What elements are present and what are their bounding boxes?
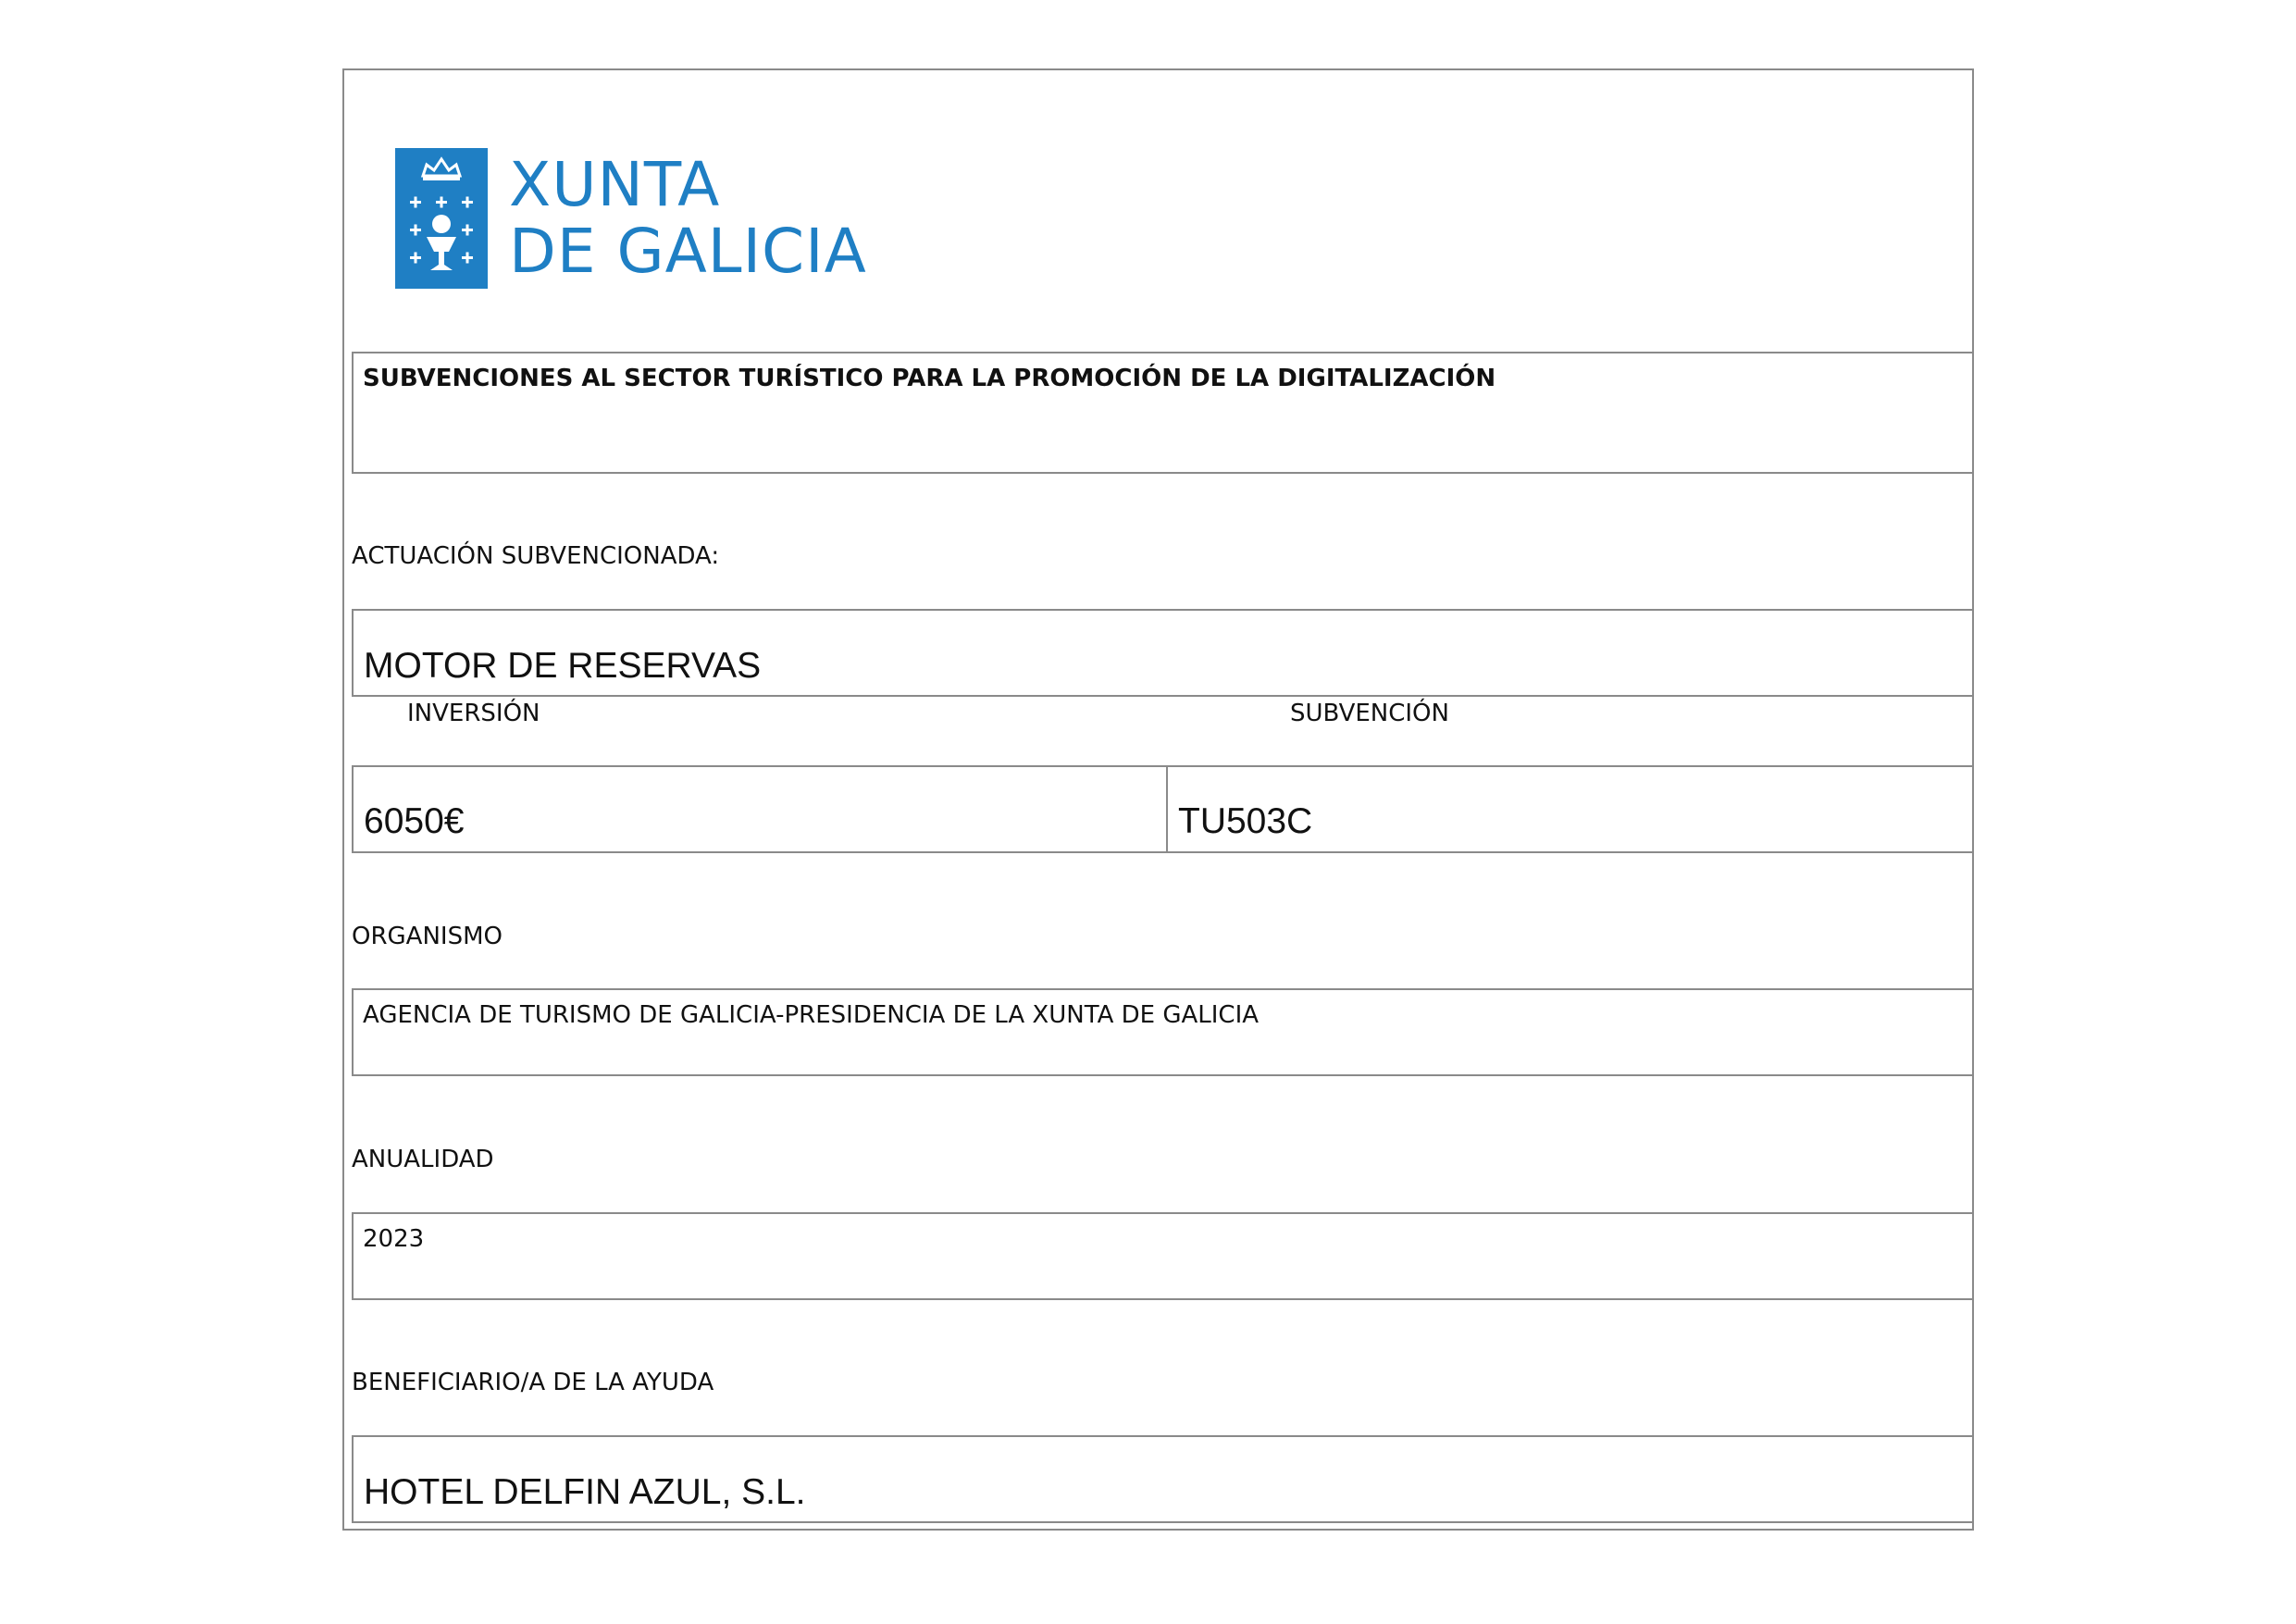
organismo-value: AGENCIA DE TURISMO DE GALICIA-PRESIDENCIA DE LA XUNTA DE GALICIA bbox=[363, 1001, 1260, 1029]
anualidad-label: ANUALIDAD bbox=[352, 1146, 494, 1173]
actuacion-label: ACTUACIÓN SUBVENCIONADA: bbox=[352, 542, 720, 570]
xunta-coat-of-arms-icon bbox=[395, 148, 488, 289]
anualidad-value: 2023 bbox=[363, 1225, 425, 1253]
beneficiario-value: HOTEL DELFIN AZUL, S.L. bbox=[364, 1472, 806, 1512]
actuacion-value: MOTOR DE RESERVAS bbox=[364, 646, 762, 686]
inversion-box bbox=[352, 765, 1168, 853]
organismo-label: ORGANISMO bbox=[352, 923, 503, 950]
inversion-value: 6050€ bbox=[364, 801, 465, 841]
actuacion-box bbox=[352, 609, 1974, 697]
logo-line-1: XUNTA bbox=[509, 149, 721, 220]
subvencion-box bbox=[1166, 765, 1974, 853]
beneficiario-box bbox=[352, 1435, 1974, 1523]
subvencion-label: SUBVENCIÓN bbox=[1290, 700, 1449, 727]
beneficiario-label: BENEFICIARIO/A DE LA AYUDA bbox=[352, 1369, 714, 1396]
logo-line-2: DE GALICIA bbox=[509, 216, 867, 287]
anualidad-box bbox=[352, 1212, 1974, 1300]
program-title: SUBVENCIONES AL SECTOR TURÍSTICO PARA LA PROMOCIÓN DE LA DIGITALIZACIÓN bbox=[363, 365, 1496, 392]
subvencion-value: TU503C bbox=[1178, 801, 1313, 841]
program-title-box bbox=[352, 352, 1974, 474]
xunta-logo-text bbox=[509, 149, 867, 287]
organismo-box bbox=[352, 988, 1974, 1076]
inversion-label: INVERSIÓN bbox=[407, 700, 540, 727]
xunta-logo bbox=[395, 148, 876, 289]
